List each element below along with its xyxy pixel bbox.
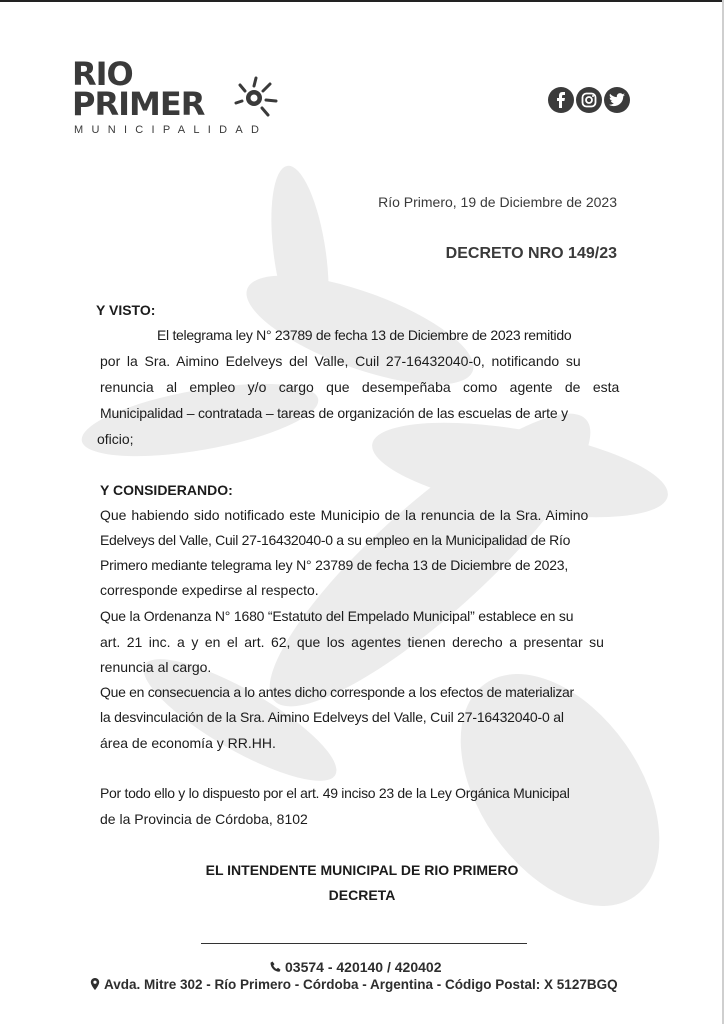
logo-subtitle: MUNICIPALIDAD xyxy=(74,124,268,136)
considerando-line: Edelveys del Valle, Cuil 27-16432040-0 a su empleo en la Municipalidad de Río xyxy=(100,532,571,548)
footer-address xyxy=(89,978,618,992)
instagram-icon[interactable] xyxy=(576,87,602,113)
scan-border-top xyxy=(0,0,724,2)
location-pin-icon xyxy=(89,978,101,990)
visto-line: por la Sra. Aimino Edelveys del Valle, Cuil 27-16432040-0, notificando su xyxy=(100,353,581,369)
footer-phone xyxy=(270,960,441,974)
address-text: Avda. Mitre 302 - Río Primero - Córdoba - Argentina - Código Postal: X 5127BGQ xyxy=(104,977,618,992)
social-icons xyxy=(548,87,630,113)
considerando-line: art. 21 inc. a y en el art. 62, que los agentes tienen derecho a presentar su xyxy=(100,634,604,650)
decreta-line: DECRETA xyxy=(328,887,396,903)
considerando-line: renuncia al cargo. xyxy=(100,659,212,675)
por-todo-line: de la Provincia de Córdoba, 8102 xyxy=(100,811,308,827)
por-todo-line: Por todo ello y lo dispuesto por el art. 49 inciso 23 de la Ley Orgánica Municipal xyxy=(100,785,570,801)
document-date: Río Primero, 19 de Diciembre de 2023 xyxy=(378,194,617,210)
considerando-line: la desvinculación de la Sra. Aimino Edelveys del Valle, Cuil 27-16432040-0 al xyxy=(100,709,564,725)
phone-icon xyxy=(270,961,282,973)
visto-heading: Y VISTO: xyxy=(96,302,156,318)
considerando-line: Que habiendo sido notificado este Municipio de la renuncia de la Sra. Aimino xyxy=(100,507,589,523)
considerando-line: Primero mediante telegrama ley N° 23789 de fecha 13 de Diciembre de 2023, xyxy=(100,557,569,573)
municipality-logo xyxy=(72,55,292,138)
visto-line: renuncia al empleo y/o cargo que desempeñaba como agente de esta xyxy=(100,379,620,395)
decree-title: DECRETO NRO 149/23 xyxy=(445,245,617,262)
phone-number: 03574 - 420140 / 420402 xyxy=(285,959,442,975)
considerando-line: área de economía y RR.HH. xyxy=(100,735,276,751)
logo-text-line1: RIO xyxy=(72,55,133,93)
visto-line: Municipalidad – contratada – tareas de organización de las escuelas de arte y xyxy=(100,405,568,421)
considerando-line: Que en consecuencia a lo antes dicho corresponde a los efectos de materializar xyxy=(100,684,574,700)
sun-mark-icon xyxy=(234,74,280,118)
twitter-icon[interactable] xyxy=(604,87,630,113)
visto-line: El telegrama ley N° 23789 de fecha 13 de Diciembre de 2023 remitido xyxy=(157,327,572,343)
facebook-icon[interactable] xyxy=(548,87,574,113)
footer-divider xyxy=(201,943,527,944)
logo-text-line2: PRIMER xyxy=(72,85,205,123)
intendente-line: EL INTENDENTE MUNICIPAL DE RIO PRIMERO xyxy=(205,862,519,878)
considerando-line: corresponde expedirse al respecto. xyxy=(100,582,319,598)
considerando-heading: Y CONSIDERANDO: xyxy=(100,482,233,498)
considerando-line: Que la Ordenanza N° 1680 “Estatuto del Empelado Municipal” establece en su xyxy=(100,608,574,624)
visto-line: oficio; xyxy=(97,431,134,447)
